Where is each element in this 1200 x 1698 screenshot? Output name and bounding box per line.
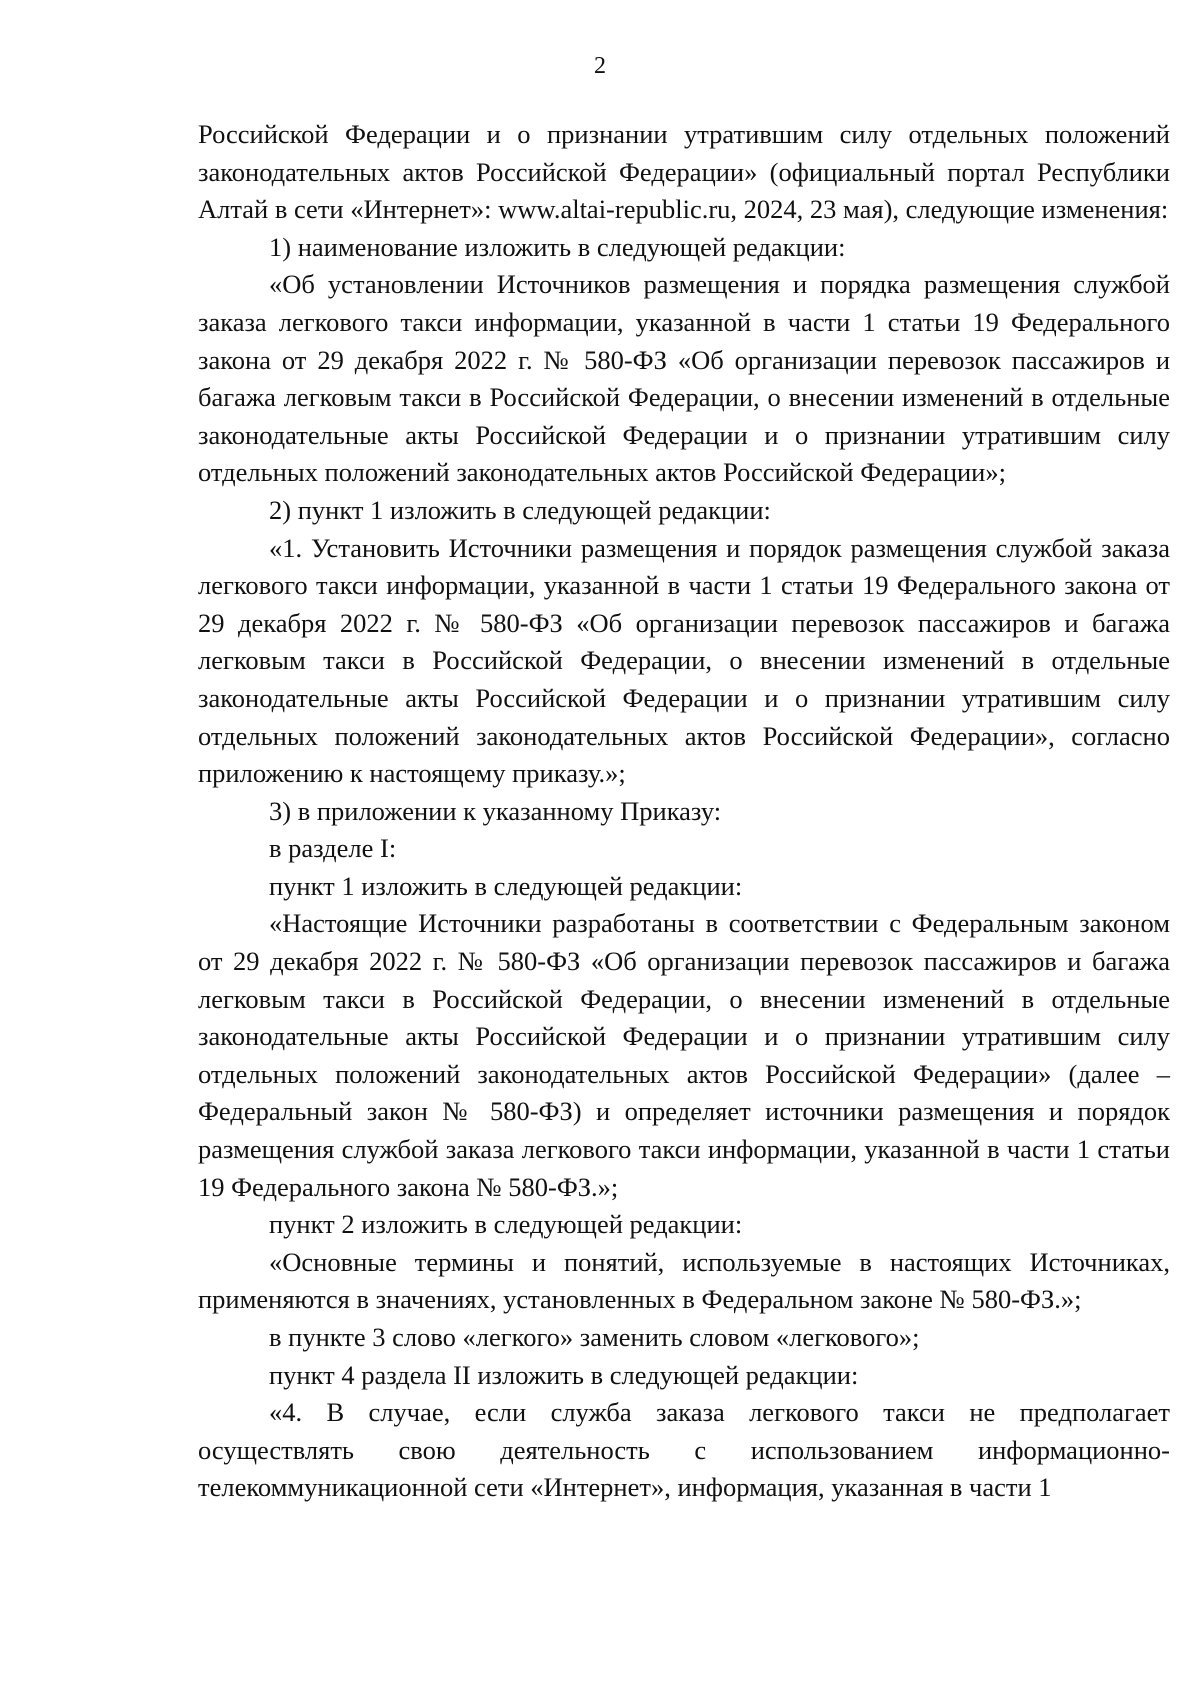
amendment-item-2: 2) пункт 1 изложить в следующей редакции: <box>269 494 771 525</box>
quoted-clause-1-text: «Настоящие Источники разработаны в соответствии с Федеральным законом от 29 декабря 2022 г. № 580-ФЗ «Об организации перевозок пассажиров и багажа легковым такси в Российской Федерации, о внесении изменений в отдельные законодательные акты Российской Федерации и о признании утратившим силу отдельных положений законодательных актов Российской Федерации» (далее – Федеральный закон № 580-ФЗ) и определяет источники размещения и порядок размещения службой заказа легкового такси информации, указанной в части 1 статьи 19 Федерального закона № 580-ФЗ.»; <box>198 908 1170 1202</box>
paragraph-continuation: Российской Федерации и о признании утратившим силу отдельных положений законодательных актов Российской Федерации» (официальный портал Республики Алтай в сети «Интернет»: www.altai-republic.ru, 2024, 23 мая), следующие изменения: <box>198 119 1170 225</box>
amendment-item-1: 1) наименование изложить в следующей редакции: <box>269 231 846 262</box>
quoted-clause-2-text: «Основные термины и понятий, используемые в настоящих Источниках, применяются в значениях, установленных в Федеральном законе № 580-ФЗ.»; <box>198 1246 1170 1315</box>
page-number: 2 <box>594 53 606 79</box>
clause-2-instruction: пункт 2 изложить в следующей редакции: <box>269 1209 743 1240</box>
quoted-clause-4-text: «4. В случае, если служба заказа легкового такси не предполагает осуществлять свою деятельность с использованием информационно-телекоммуникационной сети «Интернет», информация, указанная в части 1 <box>198 1397 1170 1503</box>
quoted-new-clause-1: «1. Установить Источники размещения и порядок размещения службой заказа легкового такси информации, указанной в части 1 статьи 19 Федерального закона от 29 декабря 2022 г. № 580-ФЗ «Об организации перевозок пассажиров и багажа легковым такси в Российской Федерации, о внесении изменений в отдельные законодательные акты Российской Федерации и о признании утратившим силу отдельных положений законодательных актов Российской Федерации», согласно приложению к настоящему приказу.»; <box>198 532 1170 789</box>
section-reference: в разделе I: <box>269 833 397 864</box>
document-body <box>198 116 1170 1507</box>
clause-3-instruction: в пункте 3 слово «легкого» заменить словом «легкового»; <box>269 1322 920 1352</box>
amendment-item-3: 3) в приложении к указанному Приказу: <box>269 795 722 826</box>
quoted-new-title: «Об установлении Источников размещения и порядка размещения службой заказа легкового такси информации, указанной в части 1 статьи 19 Федерального закона от 29 декабря 2022 г. № 580-ФЗ «Об организации перевозок пассажиров и багажа легковым такси в Российской Федерации, о внесении изменений в отдельные законодательные акты Российской Федерации и о признании утратившим силу отдельных положений законодательных актов Российской Федерации»; <box>198 269 1170 488</box>
clause-1-instruction: пункт 1 изложить в следующей редакции: <box>269 870 743 901</box>
clause-4-instruction: пункт 4 раздела II изложить в следующей редакции: <box>269 1359 859 1390</box>
